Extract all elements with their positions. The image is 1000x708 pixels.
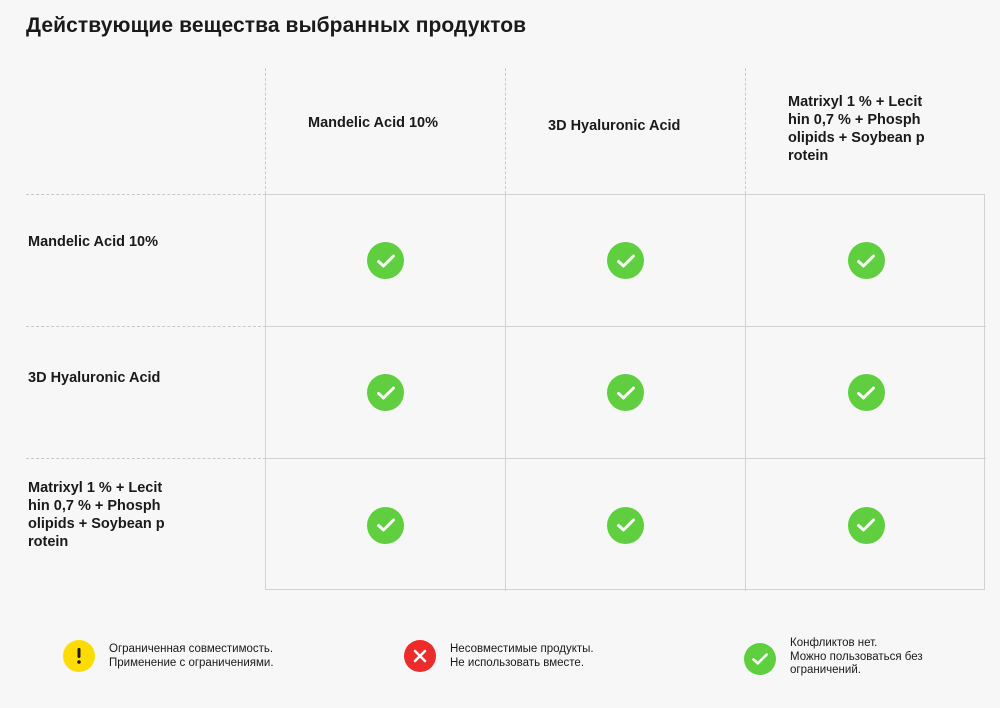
page-title: Действующие вещества выбранных продуктов (26, 14, 527, 37)
checkmark-icon (607, 374, 644, 411)
column-header-label (788, 93, 925, 165)
column-header-1 (308, 68, 548, 194)
legend-limited-text (109, 643, 274, 670)
column-header-3 (788, 68, 1000, 194)
checkmark-icon (367, 374, 404, 411)
column-header-2 (548, 68, 788, 194)
row-label-line: hin 0,7 % + Phosph (28, 498, 161, 514)
grid-cell (746, 195, 986, 327)
legend-compatible (744, 637, 923, 678)
legend-limited (63, 640, 274, 672)
row-label-2 (28, 369, 198, 387)
row-label-3 (28, 479, 198, 551)
header-divider (265, 68, 266, 194)
legend-line: Применение с ограничениями. (109, 656, 274, 669)
legend-incompatible (404, 640, 594, 672)
column-header-line: hin 0,7 % + Phosph (788, 112, 921, 128)
checkmark-icon (367, 507, 404, 544)
grid-cell (506, 327, 746, 459)
exclamation-icon (63, 640, 95, 672)
legend-line: Несовместимые продукты. (450, 643, 594, 655)
checkmark-icon (848, 242, 885, 279)
grid-cell (266, 327, 506, 459)
column-header-line: olipids + Soybean p (788, 130, 925, 146)
row-label-line: olipids + Soybean p (28, 516, 165, 532)
legend-line: Ограниченная совместимость. (109, 643, 274, 655)
grid-cell (266, 195, 506, 327)
row-divider (26, 326, 266, 327)
checkmark-icon (848, 374, 885, 411)
column-header-label (548, 117, 680, 135)
compatibility-grid (265, 194, 985, 590)
legend-line: ограничений. (790, 664, 861, 676)
grid-cell (506, 195, 746, 327)
row-label-1 (28, 233, 198, 251)
row-divider (26, 458, 266, 459)
grid-cell (266, 459, 506, 591)
checkmark-icon (367, 242, 404, 279)
column-header-line: Mandelic Acid 10% (308, 114, 439, 131)
grid-cell (506, 459, 746, 591)
checkmark-icon (607, 242, 644, 279)
legend-incompatible-text (450, 643, 594, 670)
row-divider (26, 194, 266, 195)
checkmark-icon (848, 507, 885, 544)
legend-line: Не использовать вместе. (450, 656, 585, 669)
grid-cell (746, 459, 986, 591)
row-label-line: Mandelic Acid 10% (28, 234, 159, 250)
column-header-line: Matrixyl 1 % + Lecit (788, 94, 923, 110)
grid-cell (746, 327, 986, 459)
column-header-line: rotein (788, 148, 829, 164)
row-label-line: 3D Hyaluronic Acid (28, 370, 161, 386)
legend-line: Конфликтов нет. (790, 637, 878, 649)
legend-line: Можно пользоваться без (790, 650, 923, 663)
column-header-label (308, 114, 438, 132)
column-header-line: 3D Hyaluronic Acid (548, 118, 681, 134)
checkmark-icon (607, 507, 644, 544)
checkmark-icon (744, 643, 776, 675)
cross-icon (404, 640, 436, 672)
legend-compatible-text (790, 637, 923, 678)
row-label-line: Matrixyl 1 % + Lecit (28, 480, 163, 496)
row-label-line: rotein (28, 534, 69, 550)
